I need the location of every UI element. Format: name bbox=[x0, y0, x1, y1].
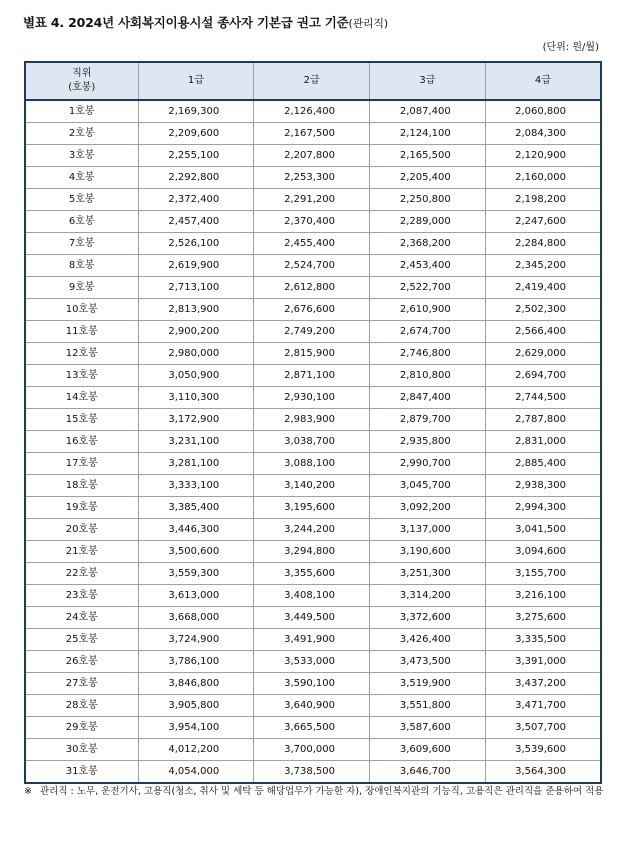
salary-cell-grade-4: 2,419,400 bbox=[485, 277, 601, 299]
salary-cell-grade-1: 2,372,400 bbox=[138, 189, 254, 211]
rank-cell: 5호봉 bbox=[25, 189, 138, 211]
table-row bbox=[25, 497, 601, 519]
salary-cell-grade-2: 2,207,800 bbox=[254, 145, 370, 167]
salary-cell-grade-4: 3,155,700 bbox=[485, 563, 601, 585]
salary-cell-grade-2: 2,253,300 bbox=[254, 167, 370, 189]
salary-cell-grade-4: 3,041,500 bbox=[485, 519, 601, 541]
salary-table bbox=[24, 61, 602, 784]
salary-cell-grade-4: 3,391,000 bbox=[485, 651, 601, 673]
salary-cell-grade-1: 2,292,800 bbox=[138, 167, 254, 189]
salary-cell-grade-3: 2,250,800 bbox=[370, 189, 486, 211]
salary-cell-grade-2: 3,640,900 bbox=[254, 695, 370, 717]
rank-cell: 14호봉 bbox=[25, 387, 138, 409]
table-row bbox=[25, 739, 601, 761]
salary-cell-grade-3: 3,137,000 bbox=[370, 519, 486, 541]
salary-cell-grade-4: 2,787,800 bbox=[485, 409, 601, 431]
rank-cell: 30호봉 bbox=[25, 739, 138, 761]
salary-cell-grade-1: 3,724,900 bbox=[138, 629, 254, 651]
salary-cell-grade-4: 2,938,300 bbox=[485, 475, 601, 497]
footnote bbox=[24, 783, 604, 801]
salary-cell-grade-4: 2,994,300 bbox=[485, 497, 601, 519]
rank-cell: 21호봉 bbox=[25, 541, 138, 563]
salary-cell-grade-4: 2,160,000 bbox=[485, 167, 601, 189]
table-header-row bbox=[25, 62, 601, 100]
salary-cell-grade-4: 2,198,200 bbox=[485, 189, 601, 211]
salary-cell-grade-2: 2,871,100 bbox=[254, 365, 370, 387]
table-row bbox=[25, 475, 601, 497]
salary-cell-grade-4: 2,120,900 bbox=[485, 145, 601, 167]
salary-cell-grade-1: 2,900,200 bbox=[138, 321, 254, 343]
salary-cell-grade-1: 3,559,300 bbox=[138, 563, 254, 585]
salary-cell-grade-1: 3,172,900 bbox=[138, 409, 254, 431]
salary-cell-grade-2: 3,038,700 bbox=[254, 431, 370, 453]
rank-cell: 28호봉 bbox=[25, 695, 138, 717]
salary-cell-grade-2: 3,088,100 bbox=[254, 453, 370, 475]
salary-cell-grade-2: 2,524,700 bbox=[254, 255, 370, 277]
salary-cell-grade-2: 2,983,900 bbox=[254, 409, 370, 431]
table-row bbox=[25, 673, 601, 695]
header-grade-2: 2급 bbox=[254, 62, 370, 100]
header-grade-1: 1급 bbox=[138, 62, 254, 100]
salary-cell-grade-4: 2,345,200 bbox=[485, 255, 601, 277]
salary-cell-grade-4: 2,284,800 bbox=[485, 233, 601, 255]
table-row bbox=[25, 585, 601, 607]
table-row bbox=[25, 123, 601, 145]
salary-cell-grade-1: 2,619,900 bbox=[138, 255, 254, 277]
salary-cell-grade-1: 3,905,800 bbox=[138, 695, 254, 717]
footnote-mark: ※ bbox=[24, 786, 32, 797]
salary-cell-grade-4: 2,885,400 bbox=[485, 453, 601, 475]
header-grade-3: 3급 bbox=[370, 62, 486, 100]
salary-cell-grade-1: 3,613,000 bbox=[138, 585, 254, 607]
salary-cell-grade-3: 3,045,700 bbox=[370, 475, 486, 497]
salary-cell-grade-3: 3,190,600 bbox=[370, 541, 486, 563]
rank-cell: 17호봉 bbox=[25, 453, 138, 475]
salary-cell-grade-4: 3,539,600 bbox=[485, 739, 601, 761]
table-row bbox=[25, 145, 601, 167]
table-row bbox=[25, 453, 601, 475]
table-row bbox=[25, 299, 601, 321]
salary-cell-grade-1: 3,500,600 bbox=[138, 541, 254, 563]
salary-cell-grade-1: 2,255,100 bbox=[138, 145, 254, 167]
salary-cell-grade-1: 2,209,600 bbox=[138, 123, 254, 145]
salary-cell-grade-4: 3,471,700 bbox=[485, 695, 601, 717]
rank-cell: 25호봉 bbox=[25, 629, 138, 651]
rank-cell: 29호봉 bbox=[25, 717, 138, 739]
salary-cell-grade-3: 2,810,800 bbox=[370, 365, 486, 387]
salary-cell-grade-1: 3,668,000 bbox=[138, 607, 254, 629]
salary-cell-grade-4: 3,094,600 bbox=[485, 541, 601, 563]
salary-cell-grade-3: 3,251,300 bbox=[370, 563, 486, 585]
salary-cell-grade-4: 2,060,800 bbox=[485, 100, 601, 123]
rank-cell: 23호봉 bbox=[25, 585, 138, 607]
table-row bbox=[25, 563, 601, 585]
salary-cell-grade-4: 3,216,100 bbox=[485, 585, 601, 607]
table-row bbox=[25, 233, 601, 255]
table-row bbox=[25, 387, 601, 409]
salary-cell-grade-1: 2,980,000 bbox=[138, 343, 254, 365]
salary-cell-grade-3: 2,847,400 bbox=[370, 387, 486, 409]
table-row bbox=[25, 409, 601, 431]
header-rank-line2: (호봉) bbox=[68, 82, 96, 93]
salary-cell-grade-3: 3,473,500 bbox=[370, 651, 486, 673]
table-row bbox=[25, 277, 601, 299]
salary-cell-grade-4: 3,507,700 bbox=[485, 717, 601, 739]
salary-cell-grade-2: 3,665,500 bbox=[254, 717, 370, 739]
salary-cell-grade-4: 2,694,700 bbox=[485, 365, 601, 387]
rank-cell: 6호봉 bbox=[25, 211, 138, 233]
salary-cell-grade-2: 3,449,500 bbox=[254, 607, 370, 629]
salary-cell-grade-1: 3,954,100 bbox=[138, 717, 254, 739]
salary-cell-grade-4: 2,084,300 bbox=[485, 123, 601, 145]
table-row bbox=[25, 321, 601, 343]
table-row bbox=[25, 431, 601, 453]
salary-cell-grade-2: 2,815,900 bbox=[254, 343, 370, 365]
salary-cell-grade-2: 2,167,500 bbox=[254, 123, 370, 145]
salary-cell-grade-3: 3,587,600 bbox=[370, 717, 486, 739]
rank-cell: 11호봉 bbox=[25, 321, 138, 343]
salary-cell-grade-1: 3,333,100 bbox=[138, 475, 254, 497]
salary-cell-grade-4: 2,831,000 bbox=[485, 431, 601, 453]
rank-cell: 16호봉 bbox=[25, 431, 138, 453]
salary-cell-grade-2: 2,612,800 bbox=[254, 277, 370, 299]
table-row bbox=[25, 761, 601, 784]
rank-cell: 18호봉 bbox=[25, 475, 138, 497]
rank-cell: 19호봉 bbox=[25, 497, 138, 519]
rank-cell: 10호봉 bbox=[25, 299, 138, 321]
salary-cell-grade-3: 2,087,400 bbox=[370, 100, 486, 123]
rank-cell: 7호봉 bbox=[25, 233, 138, 255]
salary-cell-grade-3: 2,674,700 bbox=[370, 321, 486, 343]
salary-cell-grade-1: 2,457,400 bbox=[138, 211, 254, 233]
table-row bbox=[25, 519, 601, 541]
salary-cell-grade-3: 2,990,700 bbox=[370, 453, 486, 475]
table-row bbox=[25, 211, 601, 233]
rank-cell: 20호봉 bbox=[25, 519, 138, 541]
rank-cell: 13호봉 bbox=[25, 365, 138, 387]
table-row bbox=[25, 629, 601, 651]
salary-cell-grade-1: 4,054,000 bbox=[138, 761, 254, 784]
salary-cell-grade-4: 3,335,500 bbox=[485, 629, 601, 651]
salary-cell-grade-3: 2,205,400 bbox=[370, 167, 486, 189]
salary-cell-grade-2: 2,370,400 bbox=[254, 211, 370, 233]
table-row bbox=[25, 189, 601, 211]
salary-cell-grade-4: 3,275,600 bbox=[485, 607, 601, 629]
salary-cell-grade-4: 3,437,200 bbox=[485, 673, 601, 695]
salary-cell-grade-3: 2,746,800 bbox=[370, 343, 486, 365]
rank-cell: 4호봉 bbox=[25, 167, 138, 189]
salary-cell-grade-3: 2,368,200 bbox=[370, 233, 486, 255]
table-row bbox=[25, 100, 601, 123]
salary-cell-grade-3: 3,426,400 bbox=[370, 629, 486, 651]
salary-cell-grade-2: 3,294,800 bbox=[254, 541, 370, 563]
table-row bbox=[25, 541, 601, 563]
salary-cell-grade-1: 3,385,400 bbox=[138, 497, 254, 519]
salary-cell-grade-3: 2,453,400 bbox=[370, 255, 486, 277]
table-row bbox=[25, 343, 601, 365]
salary-cell-grade-3: 3,519,900 bbox=[370, 673, 486, 695]
salary-cell-grade-3: 3,551,800 bbox=[370, 695, 486, 717]
salary-cell-grade-4: 3,564,300 bbox=[485, 761, 601, 784]
rank-cell: 2호봉 bbox=[25, 123, 138, 145]
header-grade-4: 4급 bbox=[485, 62, 601, 100]
salary-cell-grade-1: 3,050,900 bbox=[138, 365, 254, 387]
salary-cell-grade-3: 2,165,500 bbox=[370, 145, 486, 167]
salary-cell-grade-1: 2,713,100 bbox=[138, 277, 254, 299]
salary-cell-grade-2: 3,244,200 bbox=[254, 519, 370, 541]
salary-cell-grade-2: 2,749,200 bbox=[254, 321, 370, 343]
salary-cell-grade-2: 2,126,400 bbox=[254, 100, 370, 123]
salary-cell-grade-3: 3,646,700 bbox=[370, 761, 486, 784]
salary-cell-grade-1: 3,846,800 bbox=[138, 673, 254, 695]
rank-cell: 31호봉 bbox=[25, 761, 138, 784]
rank-cell: 26호봉 bbox=[25, 651, 138, 673]
salary-cell-grade-1: 3,786,100 bbox=[138, 651, 254, 673]
salary-cell-grade-2: 3,355,600 bbox=[254, 563, 370, 585]
rank-cell: 1호봉 bbox=[25, 100, 138, 123]
salary-cell-grade-4: 2,247,600 bbox=[485, 211, 601, 233]
salary-cell-grade-2: 3,590,100 bbox=[254, 673, 370, 695]
salary-cell-grade-2: 3,195,600 bbox=[254, 497, 370, 519]
rank-cell: 8호봉 bbox=[25, 255, 138, 277]
salary-cell-grade-4: 2,629,000 bbox=[485, 343, 601, 365]
unit-label: (단위: 원/월) bbox=[542, 42, 599, 53]
salary-cell-grade-2: 3,408,100 bbox=[254, 585, 370, 607]
salary-cell-grade-3: 2,124,100 bbox=[370, 123, 486, 145]
salary-cell-grade-2: 2,455,400 bbox=[254, 233, 370, 255]
salary-cell-grade-1: 3,281,100 bbox=[138, 453, 254, 475]
header-rank-line1: 직위 bbox=[72, 68, 92, 79]
salary-cell-grade-1: 2,169,300 bbox=[138, 100, 254, 123]
rank-cell: 9호봉 bbox=[25, 277, 138, 299]
salary-cell-grade-2: 3,533,000 bbox=[254, 651, 370, 673]
salary-cell-grade-1: 2,526,100 bbox=[138, 233, 254, 255]
salary-cell-grade-4: 2,744,500 bbox=[485, 387, 601, 409]
salary-cell-grade-2: 2,930,100 bbox=[254, 387, 370, 409]
salary-cell-grade-3: 3,609,600 bbox=[370, 739, 486, 761]
table-row bbox=[25, 255, 601, 277]
salary-cell-grade-1: 3,446,300 bbox=[138, 519, 254, 541]
salary-cell-grade-2: 2,676,600 bbox=[254, 299, 370, 321]
salary-cell-grade-1: 3,231,100 bbox=[138, 431, 254, 453]
title-sub: (관리직) bbox=[348, 17, 388, 30]
title-main: 별표 4. 2024년 사회복지이용시설 종사자 기본급 권고 기준 bbox=[23, 15, 349, 30]
document-title bbox=[23, 13, 388, 31]
salary-cell-grade-1: 4,012,200 bbox=[138, 739, 254, 761]
header-rank bbox=[25, 62, 138, 100]
rank-cell: 22호봉 bbox=[25, 563, 138, 585]
rank-cell: 27호봉 bbox=[25, 673, 138, 695]
salary-cell-grade-4: 2,502,300 bbox=[485, 299, 601, 321]
salary-cell-grade-3: 3,314,200 bbox=[370, 585, 486, 607]
rank-cell: 15호봉 bbox=[25, 409, 138, 431]
footnote-text: 관리직 : 노무, 운전기사, 고용직(청소, 취사 및 세탁 등 해당업무가 가능한 자), 장애인복지관의 기능직, 고용직은 관리직을 준용하여 적용 bbox=[40, 786, 604, 797]
salary-cell-grade-3: 2,289,000 bbox=[370, 211, 486, 233]
salary-cell-grade-2: 2,291,200 bbox=[254, 189, 370, 211]
salary-cell-grade-4: 2,566,400 bbox=[485, 321, 601, 343]
table-row bbox=[25, 651, 601, 673]
salary-cell-grade-3: 3,092,200 bbox=[370, 497, 486, 519]
table-row bbox=[25, 365, 601, 387]
salary-cell-grade-1: 2,813,900 bbox=[138, 299, 254, 321]
rank-cell: 12호봉 bbox=[25, 343, 138, 365]
table-row bbox=[25, 717, 601, 739]
table-row bbox=[25, 607, 601, 629]
table-row bbox=[25, 695, 601, 717]
salary-cell-grade-3: 3,372,600 bbox=[370, 607, 486, 629]
salary-cell-grade-2: 3,140,200 bbox=[254, 475, 370, 497]
salary-cell-grade-1: 3,110,300 bbox=[138, 387, 254, 409]
salary-cell-grade-3: 2,879,700 bbox=[370, 409, 486, 431]
salary-cell-grade-2: 3,700,000 bbox=[254, 739, 370, 761]
salary-cell-grade-3: 2,610,900 bbox=[370, 299, 486, 321]
salary-cell-grade-3: 2,935,800 bbox=[370, 431, 486, 453]
rank-cell: 3호봉 bbox=[25, 145, 138, 167]
table-row bbox=[25, 167, 601, 189]
salary-cell-grade-3: 2,522,700 bbox=[370, 277, 486, 299]
rank-cell: 24호봉 bbox=[25, 607, 138, 629]
salary-cell-grade-2: 3,491,900 bbox=[254, 629, 370, 651]
salary-cell-grade-2: 3,738,500 bbox=[254, 761, 370, 784]
